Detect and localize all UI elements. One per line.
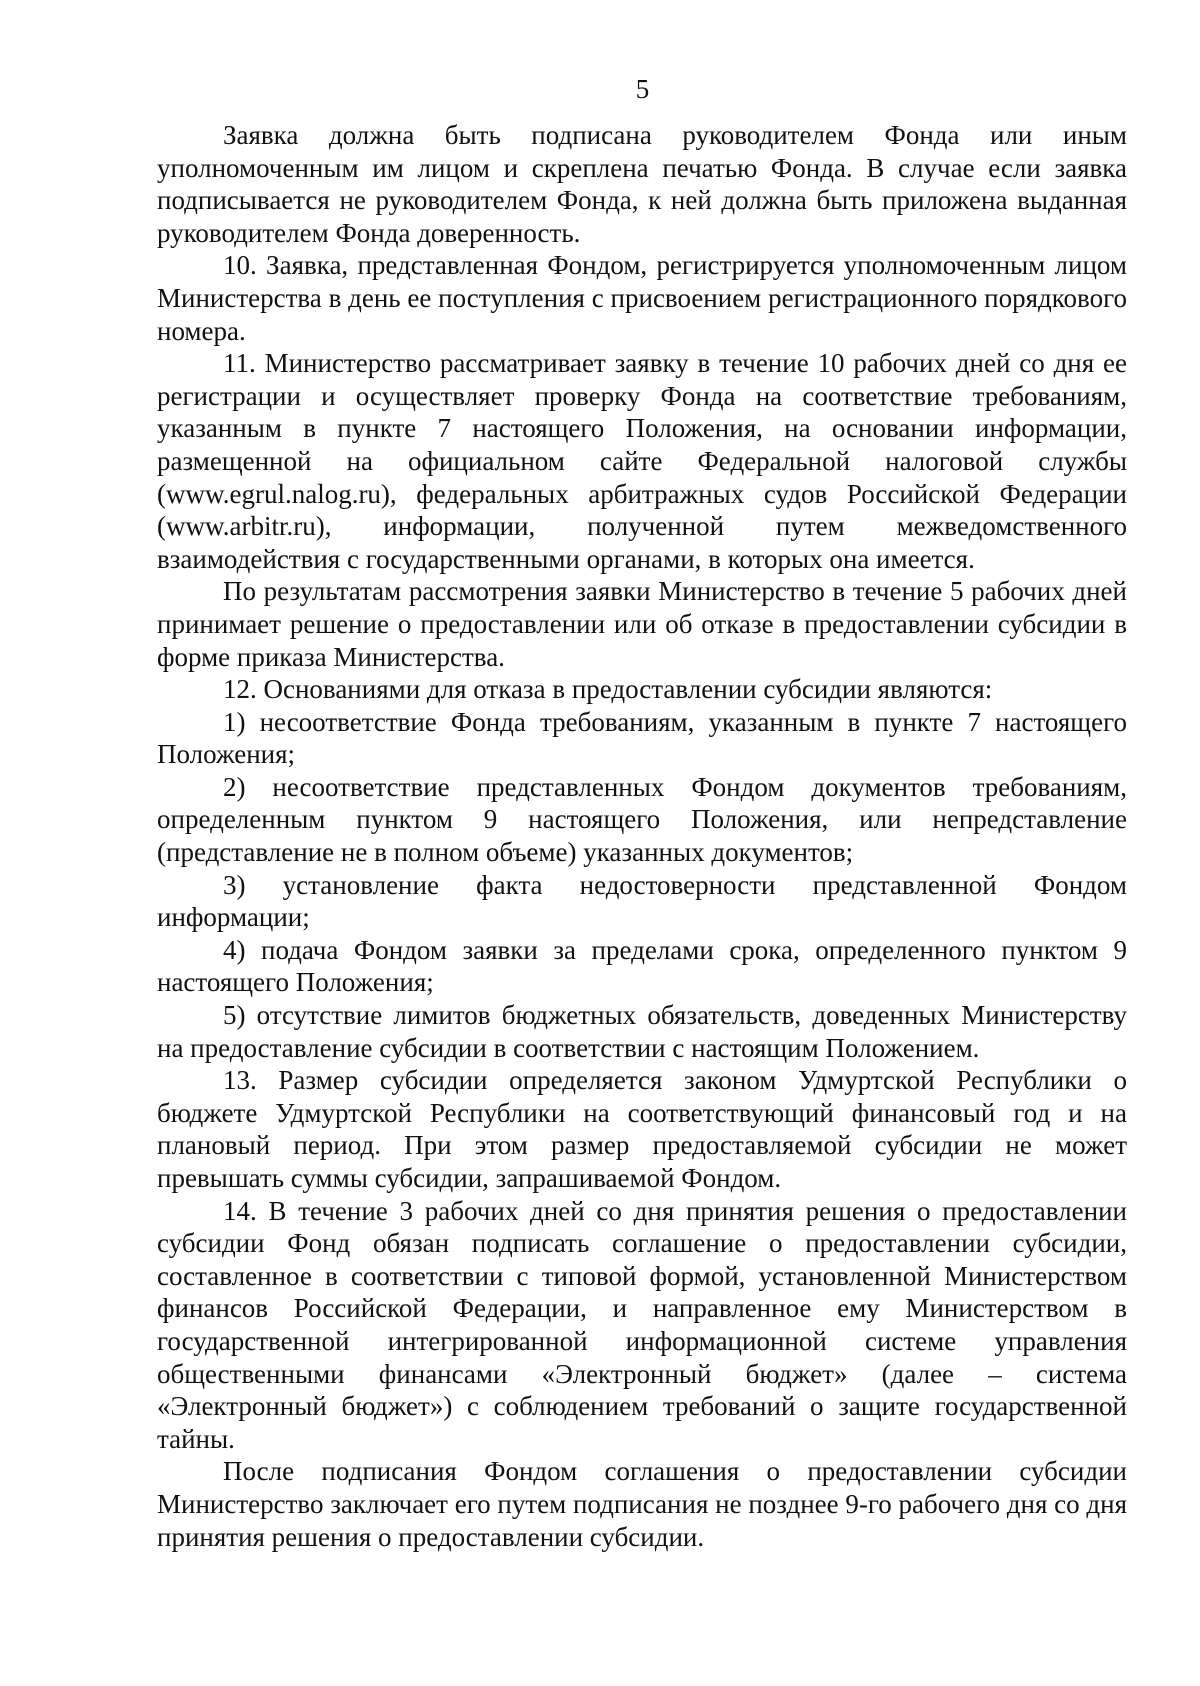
paragraph-item-11: 11. Министерство рассматривает заявку в течение 10 рабочих дней со дня ее регистрации и осуществляет проверку Фонда на соответствие требованиям, указанным в пункте 7 настоящего Положения, на основании информации, размещенной на официальном сайте Федеральной налоговой службы (www.egrul.nalog.ru), федеральных арбитражных судов Российской Федерации (www.arbitr.ru), информации, полученной путем межведомственного взаимодействия с государственными органами, в которых она имеется.	[157, 348, 1127, 574]
paragraph-item-12: 12. Основаниями для отказа в предоставлении субсидии являются:	[223, 674, 993, 705]
list-item-refusal-5: 5) отсутствие лимитов бюджетных обязательств, доведенных Министерству на предоставление субсидии в соответствии с настоящим Положением.	[157, 1000, 1127, 1063]
paragraph-item-13: 13. Размер субсидии определяется законом Удмуртской Республики о бюджете Удмуртской Республики на соответствующий финансовый год и на плановый период. При этом размер предоставляемой субсидии не может превышать суммы субсидии, запрашиваемой Фондом.	[157, 1065, 1127, 1193]
paragraph-application-signature: Заявка должна быть подписана руководителем Фонда или иным уполномоченным им лицом и скреплена печатью Фонда. В случае если заявка подписывается не руководителем Фонда, к ней должна быть приложена выданная руководителем Фонда доверенность.	[157, 120, 1127, 248]
paragraph-item-14: 14. В течение 3 рабочих дней со дня принятия решения о предоставлении субсидии Фонд обязан подписать соглашение о предоставлении субсидии, составленное в соответствии с типовой формой, установленной Министерством финансов Российской Федерации, и направленное ему Министерством в государственной интегрированной информационной системе управления общественными финансами «Электронный бюджет» (далее – система «Электронный бюджет») с соблюдением требований о защите государственной тайны.	[157, 1195, 1127, 1454]
list-item-refusal-3: 3) установление факта недостоверности представленной Фондом информации;	[157, 869, 1127, 933]
list-item-refusal-1: 1) несоответствие Фонда требованиям, указанным в пункте 7 настоящего Положения;	[157, 706, 1127, 770]
paragraph-item-10: 10. Заявка, представленная Фондом, регистрируется уполномоченным лицом Министерства в день ее поступления с присвоением регистрационного порядкового номера.	[157, 250, 1127, 346]
document-body	[157, 119, 1127, 1553]
list-item-refusal-4: 4) подача Фондом заявки за пределами срока, определенного пунктом 9 настоящего Положения;	[157, 934, 1127, 998]
list-item-refusal-2: 2) несоответствие представленных Фондом документов требованиям, определенным пунктом 9 настоящего Положения, или непредставление (представление не в полном объеме) указанных документов;	[157, 771, 1127, 868]
paragraph-agreement-signing: После подписания Фондом соглашения о предоставлении субсидии Министерство заключает его путем подписания не позднее 9-го рабочего дня со дня принятия решения о предоставлении субсидии.	[157, 1456, 1127, 1552]
paragraph-review-results: По результатам рассмотрения заявки Министерство в течение 5 рабочих дней принимает решение о предоставлении или об отказе в предоставлении субсидии в форме приказа Министерства.	[157, 576, 1127, 672]
page-number: 5	[635, 74, 650, 104]
